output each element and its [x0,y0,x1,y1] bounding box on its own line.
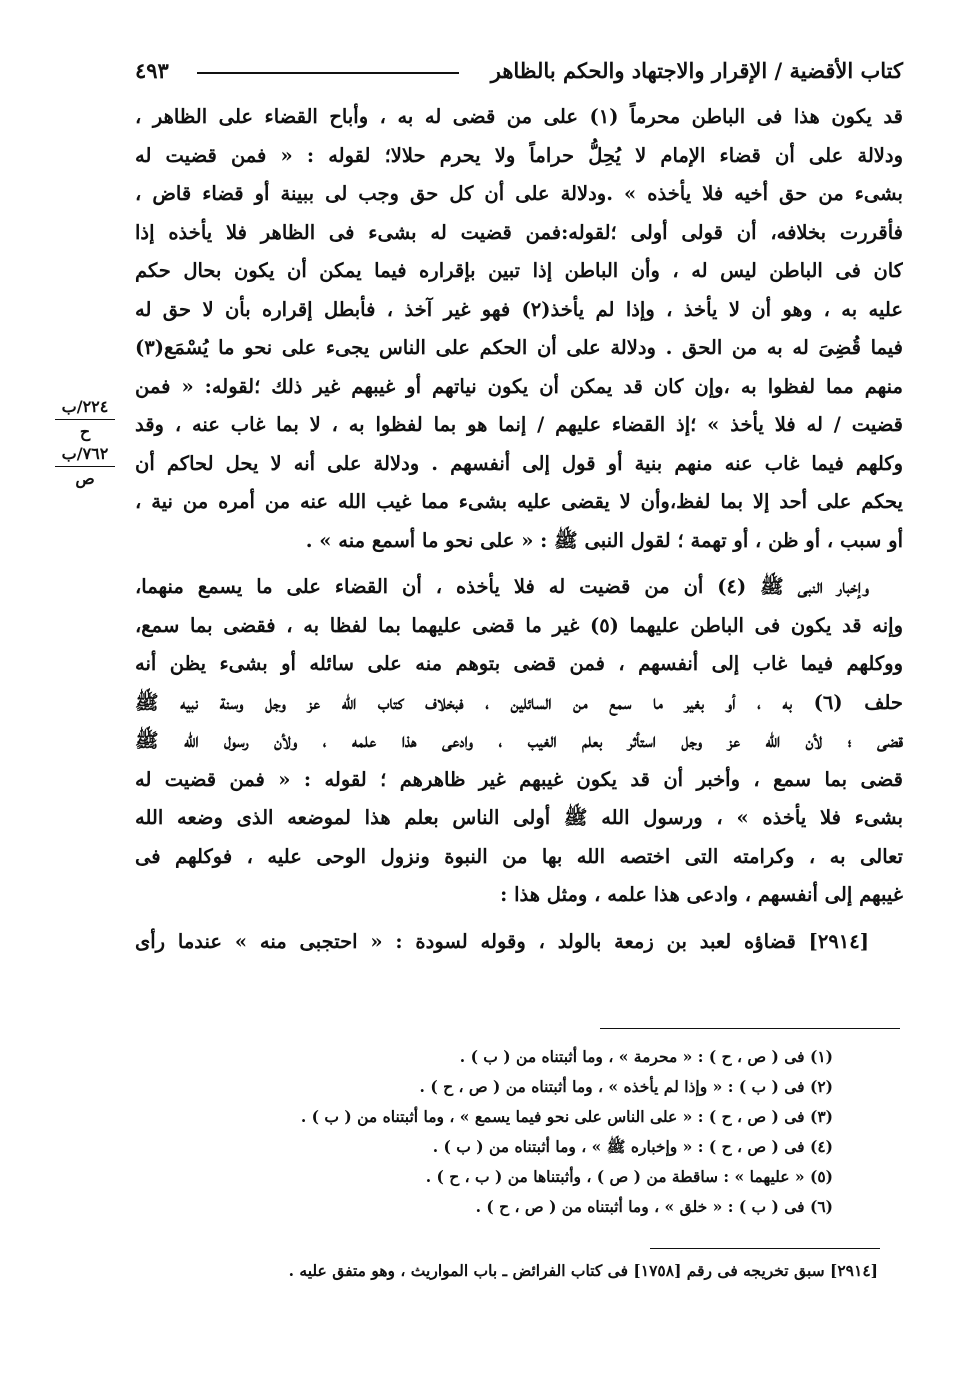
paragraph-gap [135,560,903,568]
body-line: يحكم على أحد إلا بما لفظ،وأن لا يقضى عليه بشىء مما غيب الله عنه من أمره من نية ، [135,490,903,513]
body-text [135,98,903,961]
body-line: كان فى الباطن ليس له ، وأن الباطن إذا تبين بإقراره فيما يمكن أن يكون بحال حكم [135,259,903,282]
footnote: (٤) فى ( ص ، ح ) : « وإخباره ﷺ » ، وما أثبتناه من ( ب ) . [432,1137,833,1156]
footnote: (٥) « عليهما » : ساقطة من ( ص ) ، وأثبتناها من ( ب ، ح ) . [425,1167,833,1186]
margin-rule [55,419,115,420]
body-line: وإخبار النبى ﷺ (٤) أن من قضيت له فلا يأخذه ، أن القضاء على ما يسمع منهما، [135,575,869,598]
body-line: أو سبب ، أو ظن ، أو تهمة ؛ لقول النبى ﷺ : « على نحو ما أسمع منه » . [305,528,903,552]
body-line: تعالى به ، وكرامته التى اختصه الله بها من النبوة ونزول الوحى عليه ، فوكلهم فى [135,844,903,868]
body-line: قضى بما سمع ، وأخبر أن قد يكون غيبهم غير ظاهرهم ؛ لقوله : « فمن قضيت له [135,767,903,791]
body-line: ووكلهم فيما غاب إلى أنفسهم ، فمن قضى بتوهم منه على سائله أو بشىء يظن أنه [135,652,903,675]
hadith-line: [٢٩١٤] قضاؤه لعبد بن زمعة بالولد ، وقوله لسودة : « احتجبى منه » عندما رأى [135,929,869,953]
running-header [135,56,903,90]
body-line: عليه به ، وهو أن لا يأخذ ، وإذا لم يأخذ(٢) فهو غير آخذ ، فأبطل إقراره بأن لا حق له [135,297,903,321]
body-line: قضى ؛ لأن الله عز وجل استأثر بعلم الغيب ، وادعى هذا علمه ، ولأن رسول الله ﷺ [135,729,903,752]
body-line: بشىء من حق أخيه فلا يأخذه » .ودلالة على أن كل حق وجب لى ببينة أو قضاء قاض ، [135,182,903,205]
body-line: وكلهم فيما غاب عنه منهم بنية أو قول إلى أنفسهم . ودلالة على أنه لا يحل لحاكم أن [135,451,903,475]
margin-note: ٧٦٢/ب [61,444,109,463]
body-line: قد يكون هذا فى الباطن محرماً (١) على من قضى له به ، وأباح القضاء على الظاهر ، [135,105,903,128]
header-title: كتاب الأقضية / الإقرار والاجتهاد والحكم بالظاهر [490,58,903,83]
body-line: قضيت / له فلا يأخذ » ؛إذ القضاء عليهم / إنما هو بما لفظوا به ، لا بما غاب عنه ، وقد [135,413,903,436]
margin-rule [55,466,115,467]
margin-note: ٢٢٤/ب [61,397,109,416]
body-line: ودلالة على أن قضاء الإمام لا يُحِلُّ حراماً ولا يحرم حلالا؛ لقوله : « فمن قضيت له [135,143,903,167]
page-number: ٤٩٣ [135,58,169,83]
margin-notes [46,396,124,490]
body-line: فأقررت بخلافه، أن قولى أولى ؛لقوله:فمن قضيت له بشىء فى الظاهر فلا يأخذه إذا [135,220,903,244]
footnote: (٣) فى ( ص ، ح ) : « على الناس على نحو فيما يسمع » ، وما أثبتناه من ( ب ) . [300,1107,833,1126]
body-line: فيما قُضِىَ له به من الحق . ودلالة على أن الحكم على الناس يجىء على نحو ما يُسْمَع(٣) [135,336,903,359]
takhrij-rule [650,1248,880,1249]
footnote: (٦) فى ( ب ) : « خلق » ، وما أثبتناه من ( ص ، ح ) . [475,1197,833,1216]
body-line: حلف (٦) به ، أو بغير ما سمع من السائلين ، فبخلاف كتاب الله عز وجل وسنة نبيه ﷺ [135,690,903,714]
header-rule [197,72,459,74]
body-line: بشىء فلا يأخذه » ، ورسول الله ﷺ أولى الناس بعلم هذا لموضعه الذى وضعه الله [135,806,903,829]
body-line: وإنه قد يكون فى الباطن عليهما (٥) غير ما قضى عليهما بما لفظا به ، فقضى بما سمع، [135,613,903,637]
body-line: غيبهم إلى أنفسهم ، وادعى هذا علمه ، ومثل هذا : [500,883,903,906]
footnote-rule [600,1028,900,1029]
margin-note: ص [75,469,95,488]
footnote: (١) فى ( ص ، ح ) : « محرمة » ، وما أثبتناه من ( ب ) . [459,1047,833,1066]
paragraph-gap [135,915,903,923]
body-line: منهم مما لفظوا به ،وإن كان قد يمكن أن يكون نياتهم أو غيبهم غير ذلك ؛لقوله: « فمن [135,374,903,398]
takhrij-note: [٢٩١٤] سبق تخريجه فى رقم [١٧٥٨] فى كتاب الفرائض ـ باب المواريث ، وهو متفق عليه . [288,1261,878,1280]
footnote: (٢) فى ( ب ) : « وإذا لم يأخذه » ، وما أثبتناه من ( ص ، ح ) . [419,1077,833,1096]
footnotes [135,1042,903,1222]
margin-note: ح [79,422,91,441]
